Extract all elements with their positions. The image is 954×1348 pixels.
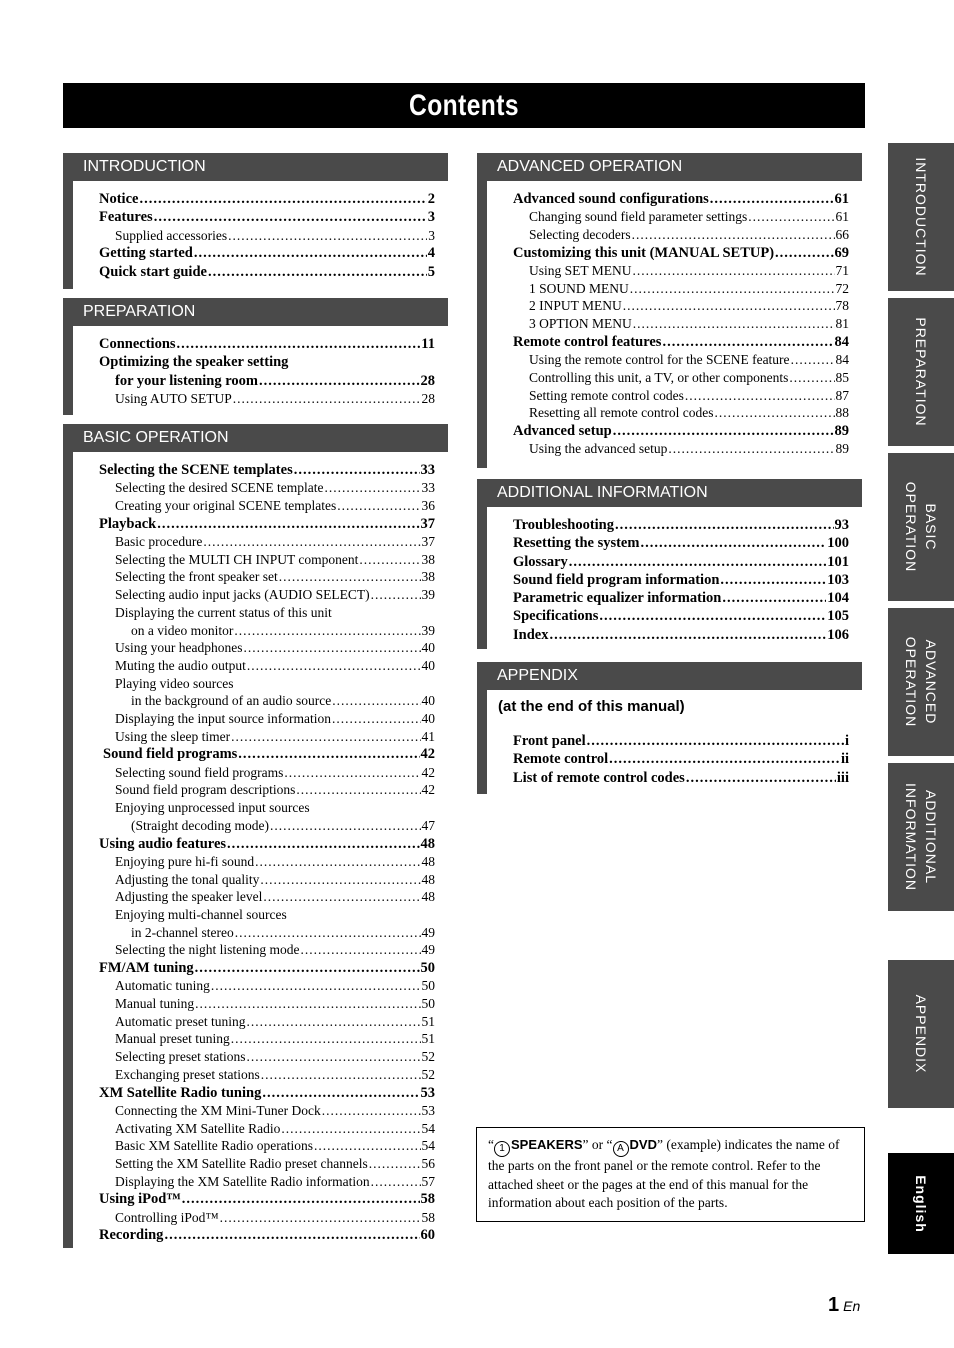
toc-entry[interactable]: Displaying the XM Satellite Radio information ..... 57 [73,1173,435,1191]
toc-entry[interactable]: Selecting preset stations ..... 52 [73,1048,435,1066]
toc-entry[interactable]: Controlling iPod™ ..... 58 [73,1209,435,1227]
toc-entry[interactable]: Manual preset tuning ..... 51 [73,1030,435,1048]
section-heading: BASIC OPERATION [63,424,448,452]
toc-entry[interactable]: Remote control ..... ii [487,750,849,768]
toc-entry[interactable]: Sound field program descriptions ..... 42 [73,781,435,799]
toc-entry[interactable]: Optimizing the speaker setting [99,354,289,371]
toc-entry[interactable]: Displaying the input source information ..... 40 [73,710,435,728]
section-heading: ADDITIONAL INFORMATION [477,479,862,507]
toc-entry[interactable]: Parametric equalizer information ..... 104 [487,589,849,607]
page-title: Contents [63,83,865,128]
note-quote-open: “ [488,1137,494,1152]
note-key-speakers: SPEAKERS [511,1137,583,1152]
toc-entry[interactable]: Selecting the desired SCENE template ..... 33 [73,479,435,497]
toc-entry[interactable]: Controlling this unit, a TV, or other components ..... 85 [487,369,849,387]
toc-entry[interactable]: 2 INPUT MENU ..... 78 [487,297,849,315]
note-text: ” (example) indicates the name of the parts on the front panel or the remote control. Refer to the attached sheet or the pages at the end of this manual for the information about each position of the parts. [488,1137,840,1211]
tab-basic-operation[interactable]: BASIC OPERATION [888,453,954,601]
toc-entry[interactable]: Selecting the night listening mode ..... 49 [73,941,435,959]
toc-entry[interactable]: Using the remote control for the SCENE feature ..... 84 [487,351,849,369]
toc-entry[interactable]: Supplied accessories ..... 3 [73,227,435,245]
toc-entry[interactable]: Displaying the current status of this unit [115,604,332,620]
toc-entry[interactable]: Troubleshooting ..... 93 [487,516,849,534]
toc-entry[interactable]: Getting started ..... 4 [73,244,435,262]
toc-entry[interactable]: Enjoying unprocessed input sources [115,800,310,816]
section-advanced-operation [477,153,862,468]
section-preparation [63,298,448,415]
toc-entry[interactable]: Features ..... 3 [73,208,435,226]
toc-entry[interactable]: Recording ..... 60 [73,1226,435,1244]
section-introduction [63,153,448,289]
note-box [476,1127,865,1222]
toc-entry[interactable]: Using SET MENU ..... 71 [487,262,849,280]
toc-entry[interactable]: Sound field program information ..... 103 [487,571,849,589]
toc-entry[interactable]: Automatic tuning ..... 50 [73,977,435,995]
tab-english[interactable]: English [888,1153,954,1254]
toc-entry[interactable]: Selecting the SCENE templates ..... 33 [73,461,435,479]
toc-entry[interactable]: (Straight decoding mode) ..... 47 [73,817,435,835]
toc-entry[interactable]: Enjoying multi-channel sources [115,906,287,922]
section-heading: INTRODUCTION [63,153,448,181]
tab-advanced-operation[interactable]: ADVANCED OPERATION [888,608,954,756]
toc-entry[interactable]: Selecting sound field programs ..... 42 [73,764,435,782]
section-heading: APPENDIX [477,662,862,690]
toc-entry[interactable]: Setting the XM Satellite Radio preset channels ..... 56 [73,1155,435,1173]
toc-entry[interactable]: Manual tuning ..... 50 [73,995,435,1013]
toc-entry[interactable]: Advanced sound configurations ..... 61 [487,190,849,208]
toc-entry[interactable]: 3 OPTION MENU ..... 81 [487,315,849,333]
letter-badge-icon: A [613,1141,629,1157]
toc-entry[interactable]: Using iPod™ ..... 58 [73,1190,435,1208]
toc-entry[interactable]: Customizing this unit (MANUAL SETUP) ..... 69 [487,244,849,262]
toc-list [63,452,448,1248]
toc-list [63,326,448,415]
tab-introduction[interactable]: INTRODUCTION [888,143,954,291]
section-additional-information [477,479,862,649]
toc-entry[interactable]: List of remote control codes ..... iii [487,769,849,787]
toc-entry[interactable]: Using AUTO SETUP ..... 28 [73,390,435,408]
toc-entry[interactable]: Adjusting the tonal quality ..... 48 [73,871,435,889]
toc-entry[interactable]: Advanced setup ..... 89 [487,422,849,440]
toc-entry[interactable]: Playing video sources [115,675,234,691]
toc-entry[interactable]: Playback ..... 37 [73,515,435,533]
toc-entry[interactable]: Glossary ..... 101 [487,553,849,571]
toc-entry[interactable]: Connections ..... 11 [73,335,435,353]
toc-entry[interactable]: Exchanging preset stations ..... 52 [73,1066,435,1084]
toc-entry[interactable]: in 2-channel stereo ..... 49 [73,924,435,942]
toc-list [477,507,862,649]
toc-entry[interactable]: Basic procedure ..... 37 [73,533,435,551]
tab-additional-information[interactable]: ADDITIONAL INFORMATION [888,763,954,911]
toc-entry[interactable]: Resetting the system ..... 100 [487,534,849,552]
toc-entry[interactable]: Quick start guide ..... 5 [73,263,435,281]
section-basic-operation [63,424,448,1248]
toc-list [63,181,448,289]
toc-entry[interactable]: FM/AM tuning ..... 50 [73,959,435,977]
toc-entry[interactable]: Using your headphones ..... 40 [73,639,435,657]
toc-entry[interactable]: Resetting all remote control codes ..... 88 [487,404,849,422]
toc-entry[interactable]: Selecting the MULTI CH INPUT component ..... 38 [73,551,435,569]
toc-entry[interactable]: Selecting decoders ..... 66 [487,226,849,244]
tab-appendix[interactable]: APPENDIX [888,960,954,1108]
toc-list [477,181,862,468]
toc-entry[interactable]: for your listening room ..... 28 [73,372,435,390]
toc-entry[interactable]: Enjoying pure hi-fi sound ..... 48 [73,853,435,871]
toc-entry[interactable]: Notice ..... 2 [73,190,435,208]
toc-entry[interactable]: Front panel ..... i [487,732,849,750]
toc-entry[interactable]: on a video monitor ..... 39 [73,622,435,640]
toc-entry[interactable]: Remote control features ..... 84 [487,333,849,351]
toc-entry[interactable]: Automatic preset tuning ..... 51 [73,1013,435,1031]
toc-entry[interactable]: Muting the audio output ..... 40 [73,657,435,675]
section-appendix [477,662,862,794]
toc-entry[interactable]: in the background of an audio source ..... 40 [73,692,435,710]
note-mid-text: ” or “ [582,1137,613,1152]
section-heading: ADVANCED OPERATION [477,153,862,181]
appendix-subheading: (at the end of this manual) [498,698,685,715]
toc-list [477,690,862,794]
toc-entry[interactable]: Creating your original SCENE templates ..... 36 [73,497,435,515]
toc-entry[interactable]: XM Satellite Radio tuning ..... 53 [73,1084,435,1102]
toc-entry[interactable]: Specifications ..... 105 [487,607,849,625]
toc-entry[interactable]: Index ..... 106 [487,626,849,644]
toc-entry[interactable]: Sound field programs ..... 42 [73,745,435,763]
toc-entry[interactable]: 1 SOUND MENU ..... 72 [487,280,849,298]
toc-entry[interactable]: Connecting the XM Mini-Tuner Dock ..... 53 [73,1102,435,1120]
toc-entry[interactable]: Basic XM Satellite Radio operations ..... 54 [73,1137,435,1155]
toc-entry[interactable]: Using the advanced setup ..... 89 [487,440,849,458]
tab-preparation[interactable]: PREPARATION [888,298,954,446]
page-number: 1 En [828,1294,861,1316]
toc-entry[interactable]: Selecting audio input jacks (AUDIO SELECT) ..... 39 [73,586,435,604]
number-badge-icon: 1 [494,1141,510,1157]
toc-entry[interactable]: Selecting the front speaker set ..... 38 [73,568,435,586]
note-key-dvd: DVD [629,1137,657,1152]
toc-entry[interactable]: Activating XM Satellite Radio ..... 54 [73,1120,435,1138]
section-heading: PREPARATION [63,298,448,326]
toc-entry[interactable]: Using audio features ..... 48 [73,835,435,853]
toc-entry[interactable]: Changing sound field parameter settings ..... 61 [487,208,849,226]
toc-entry[interactable]: Adjusting the speaker level ..... 48 [73,888,435,906]
toc-entry[interactable]: Using the sleep timer ..... 41 [73,728,435,746]
toc-entry[interactable]: Setting remote control codes ..... 87 [487,387,849,405]
